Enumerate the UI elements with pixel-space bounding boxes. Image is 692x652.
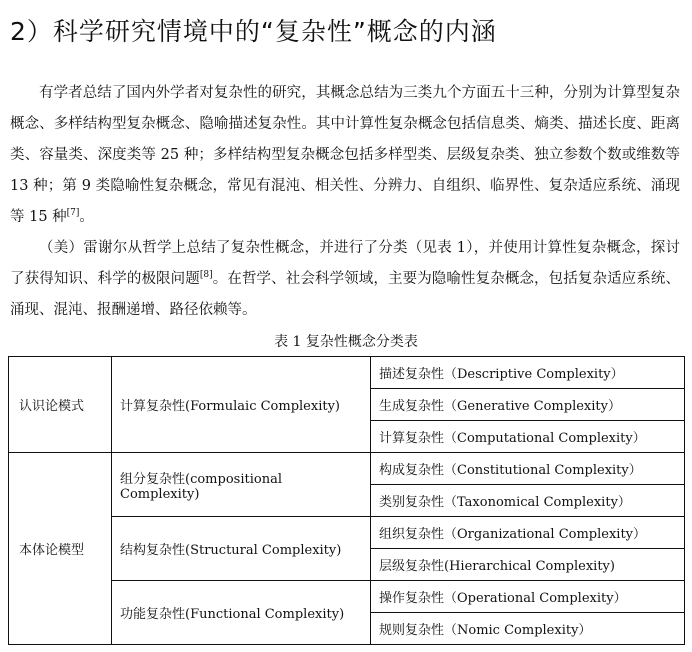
paragraph-1-text: 有学者总结了国内外学者对复杂性的研究，其概念总结为三类九个方面五十三种，分别为计算型复杂概念、多样结构型复杂概念、隐喻描述复杂性。其中计算性复杂概念包括信息类、熵类、描述长度、距离类、容量类、深度类等 25 种；多样结构型复杂概念包括多样型类、层级复杂类、独立参数个数或维数等 13 种；第 9 类隐喻性复杂概念，常见有混沌、相关性、分辨力、自组织、临界性、复杂适应系统、涌现等 15 种 [10, 85, 680, 225]
section-heading: 2）科学研究情境中的“复杂性”概念的内涵 [10, 17, 497, 46]
item-generative: 生成复杂性（Generative Complexity） [371, 389, 685, 421]
item-taxonomical: 类别复杂性（Taxonomical Complexity） [371, 485, 685, 517]
category-functional: 功能复杂性(Functional Complexity) [112, 581, 371, 645]
table-caption: 表 1 复杂性概念分类表 [274, 334, 418, 350]
category-structural: 结构复杂性(Structural Complexity) [112, 517, 371, 581]
paragraph-1-end: 。 [79, 209, 94, 225]
item-operational: 操作复杂性（Operational Complexity） [371, 581, 685, 613]
category-formulaic: 计算复杂性(Formulaic Complexity) [112, 357, 371, 453]
category-compositional: 组分复杂性(compositional Complexity) [112, 453, 371, 517]
paragraph-1 [10, 78, 680, 233]
item-computational: 计算复杂性（Computational Complexity） [371, 421, 685, 453]
table-row [9, 453, 685, 485]
paragraph-2-text-a: （美）雷谢尔从哲学上总结了复杂性概念，并进行了分类（见表 1），并使用计算性复杂概念，探讨了获得知识、科学的极限问题 [10, 240, 680, 287]
complexity-classification-table [8, 356, 685, 645]
mode-ontological: 本体论模型 [9, 453, 112, 645]
item-descriptive: 描述复杂性（Descriptive Complexity） [371, 357, 685, 389]
item-nomic: 规则复杂性（Nomic Complexity） [371, 613, 685, 645]
item-hierarchical: 层级复杂性(Hierarchical Complexity) [371, 549, 685, 581]
paragraph-2 [10, 233, 680, 326]
item-organizational: 组织复杂性（Organizational Complexity） [371, 517, 685, 549]
citation-8[interactable]: [8] [199, 270, 213, 281]
paragraph-2-text-b: 。在哲学、社会科学领域，主要为隐喻性复杂概念，包括复杂适应系统、涌现、混沌、报酬递增、路径依赖等。 [10, 271, 680, 318]
item-constitutional: 构成复杂性（Constitutional Complexity） [371, 453, 685, 485]
table-row [9, 357, 685, 389]
mode-epistemological: 认识论模式 [9, 357, 112, 453]
citation-7[interactable]: [7] [66, 208, 80, 219]
